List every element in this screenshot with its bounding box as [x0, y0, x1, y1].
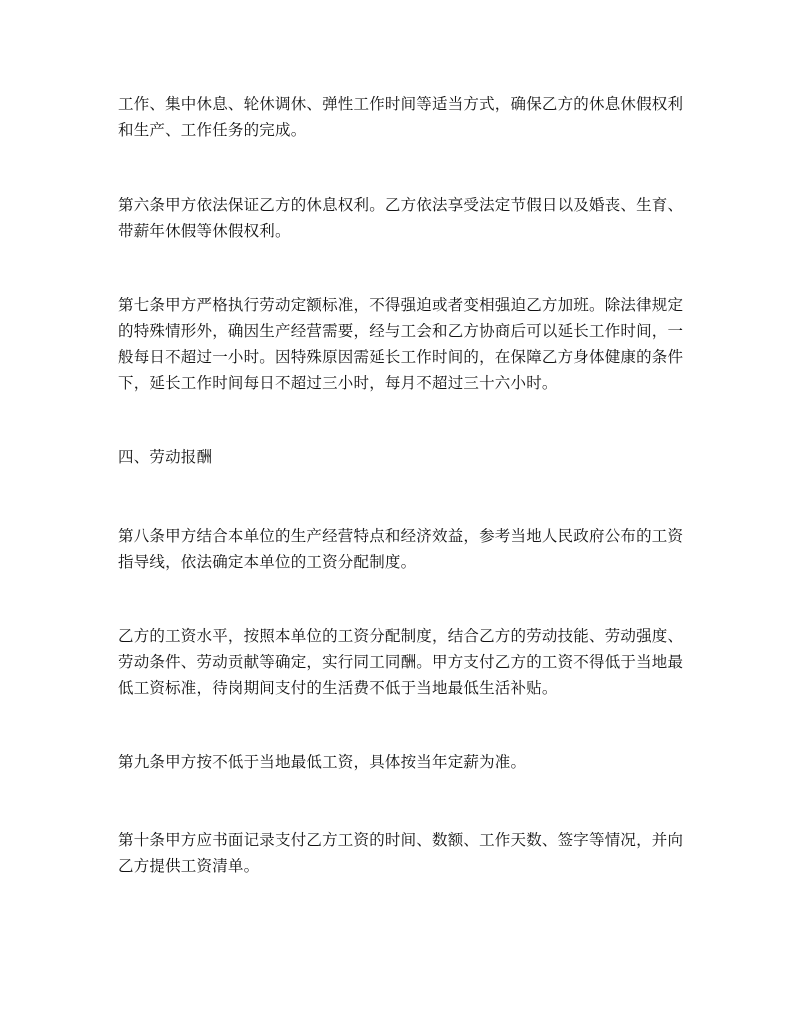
paragraph-line: 第十条甲方应书面记录支付乙方工资的时间、数额、工作天数、签字等情况，并向 — [118, 831, 684, 849]
paragraph-line: 和生产、工作任务的完成。 — [118, 121, 307, 139]
section-heading-labor-pay — [118, 444, 688, 470]
paragraph-line: 乙方提供工资清单。 — [118, 857, 260, 875]
paragraph-line: 指导线，依法确定本单位的工资分配制度。 — [118, 553, 417, 571]
section-heading-text: 四、劳动报酬 — [118, 448, 213, 466]
paragraph-article-6 — [118, 192, 688, 244]
paragraph-line: 第七条甲方严格执行劳动定额标准，不得强迫或者变相强迫乙方加班。除法律规定 — [118, 296, 684, 314]
paragraph-line: 带薪年休假等休假权利。 — [118, 222, 291, 240]
paragraph-article-10 — [118, 827, 688, 879]
paragraph-rest-schedule — [118, 91, 688, 143]
paragraph-line: 劳动条件、劳动贡献等确定，实行同工同酬。甲方支付乙方的工资不得低于当地最 — [118, 653, 684, 671]
paragraph-line: 第八条甲方结合本单位的生产经营特点和经济效益，参考当地人民政府公布的工资 — [118, 527, 684, 545]
paragraph-wage-level — [118, 623, 688, 701]
paragraph-article-7 — [118, 292, 688, 396]
paragraph-article-8 — [118, 523, 688, 575]
paragraph-line: 的特殊情形外，确因生产经营需要，经与工会和乙方协商后可以延长工作时间，一 — [118, 322, 684, 340]
paragraph-line: 下，延长工作时间每日不超过三小时，每月不超过三十六小时。 — [118, 374, 558, 392]
paragraph-article-9 — [118, 749, 688, 775]
paragraph-line: 乙方的工资水平，按照本单位的工资分配制度，结合乙方的劳动技能、劳动强度、 — [118, 627, 684, 645]
paragraph-line: 般每日不超过一小时。因特殊原因需延长工作时间的，在保障乙方身体健康的条件 — [118, 348, 684, 366]
paragraph-line: 低工资标准，待岗期间支付的生活费不低于当地最低生活补贴。 — [118, 679, 558, 697]
paragraph-line: 第六条甲方依法保证乙方的休息权利。乙方依法享受法定节假日以及婚丧、生育、 — [118, 196, 684, 214]
paragraph-line: 工作、集中休息、轮休调休、弹性工作时间等适当方式，确保乙方的休息休假权利 — [118, 95, 684, 113]
paragraph-line: 第九条甲方按不低于当地最低工资，具体按当年定薪为准。 — [118, 753, 527, 771]
